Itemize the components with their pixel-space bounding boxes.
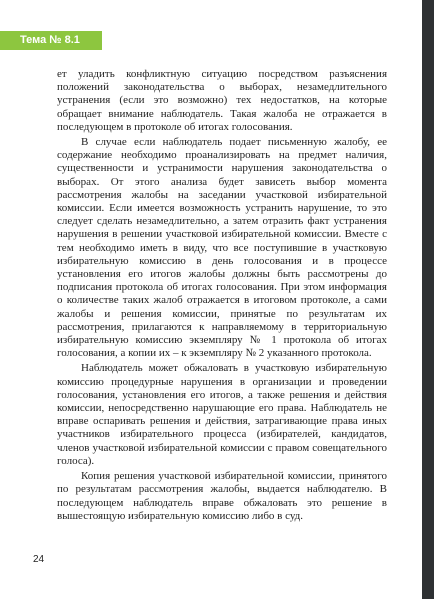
paragraph-4: Копия решения участковой избирательной комиссии, принятого по результатам рассмотрения жалобы, выдается наблюдателю. В последующем наблюдатель вправе обжаловать это решение в вышестоящую избирательную комиссию либо в суд.	[57, 470, 387, 522]
topic-label: Тема № 8.1	[20, 34, 80, 46]
paragraph-1: ет уладить конфликтную ситуацию посредством разъяснения положений законодательства о выборах, незамедлительного устранения (если это возможно) тех недостатков, на которые обращает внимание наблюдатель. Такая жалоба не отражается в последующем в протоколе об итогах голосования.	[57, 68, 387, 133]
right-edge-bar	[422, 0, 434, 599]
topic-tab	[0, 31, 102, 50]
paragraph-3: Наблюдатель может обжаловать в участковую избирательную комиссию процедурные нарушения в организации и проведении голосования, установления его итогов, а также решения и действия комиссии, непосредственно нарушающие его права. Наблюдатель не вправе оспаривать решения и действия, затрагивающие права иных участников избирательного процесса (избирателей, кандидатов, членов участковой избирательной комиссии с правом совещательного голоса).	[57, 362, 387, 467]
paragraph-2: В случае если наблюдатель подает письменную жалобу, ее содержание необходимо проанализировать на предмет наличия, существенности и устранимости нарушения законодательства о выборах. От этого анализа будет зависеть выбор момента рассмотрения жалобы на заседании участковой избирательной комиссии. Если имеется возможность устранить нарушение, то это следует сделать незамедлительно, а затем отразить факт устранения нарушения в решении участковой избирательной комиссии. Вместе с тем необходимо иметь в виду, что все поступившие в участковую избирательную комиссию в день голосования и в процессе установления его итогов жалобы должны быть рассмотрены до подписания протокола об итогах голосования. При этом информация о количестве таких жалоб отражается в итоговом протоколе, а сами жалобы и решения комиссии, принятые по результатам их рассмотрения, прилагаются к направляемому в территориальную избирательную комиссию экземпляру № 1 протокола об итогах голосования, а копии их – к экземпляру № 2 указанного протокола.	[57, 136, 387, 360]
page-number: 24	[33, 554, 45, 565]
body-text	[57, 68, 387, 525]
